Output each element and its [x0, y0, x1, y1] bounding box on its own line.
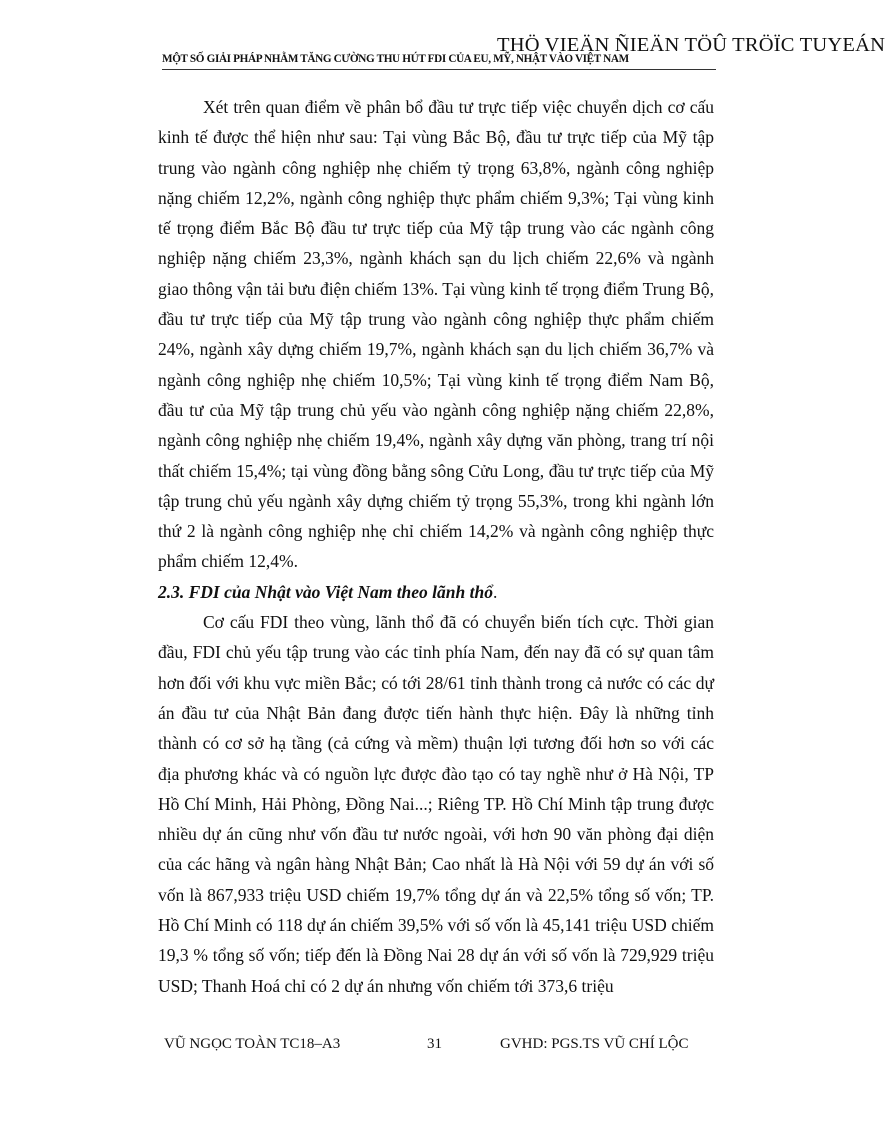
header-divider — [162, 69, 716, 70]
library-watermark: THÖ VIEÄN ÑIEÄN TÖÛ TRÖÏC TUYEÁN — [497, 34, 885, 56]
running-header-title: MỘT SỐ GIẢI PHÁP NHẰM TĂNG CƯỜNG THU HÚT FDI CỦA EU, MỸ, NHẬT VÀO VIỆT NAM — [162, 53, 629, 65]
section-heading-period: . — [492, 581, 498, 602]
paragraph-us-fdi-regions: Xét trên quan điểm về phân bổ đầu tư trực tiếp việc chuyển dịch cơ cấu kinh tế được thể hiện như sau: Tại vùng Bắc Bộ, đầu tư trực tiếp của Mỹ tập trung vào ngành công nghiệp nhẹ chiếm tỷ trọng 63,8%, ngành công nghiệp nặng chiếm 12,2%, ngành công nghiệp thực phẩm chiếm 9,3%; Tại vùng kinh tế trọng điểm Bắc Bộ đầu tư trực tiếp của Mỹ tập trung vào các ngành công nghiệp nặng chiếm 23,3%, ngành khách sạn du lịch chiếm 22,6% và ngành giao thông vận tải bưu điện chiếm 13%. Tại vùng kinh tế trọng điểm Trung Bộ, đầu tư trực tiếp của Mỹ tập trung vào ngành công nghiệp thực phẩm chiếm 24%, ngành xây dựng chiếm 19,7%, ngành khách sạn du lịch chiếm 36,7% và ngành công nghiệp nhẹ chiếm 10,5%; Tại vùng kinh tế trọng điểm Nam Bộ, đầu tư của Mỹ tập trung chủ yếu vào ngành công nghiệp nặng chiếm 22,8%, ngành công nghiệp nhẹ chiếm 19,4%, ngành xây dựng văn phòng, trang trí nội thất chiếm 15,4%; tại vùng đồng bằng sông Cửu Long, đầu tư trực tiếp của Mỹ tập trung chủ yếu ngành xây dựng chiếm tỷ trọng 55,3%, trong khi ngành lớn thứ 2 là ngành công nghiệp nhẹ chỉ chiếm 14,2% và ngành công nghiệp thực phẩm chiếm 12,4%. — [158, 97, 714, 572]
section-heading-japan-fdi — [158, 577, 714, 607]
paragraph-japan-fdi-territory: Cơ cấu FDI theo vùng, lãnh thổ đã có chuyển biến tích cực. Thời gian đầu, FDI chủ yếu tập trung vào các tỉnh phía Nam, đến nay đã có sự quan tâm hơn đối với khu vực miền Bắc; có tới 28/61 tỉnh thành trong cả nước có các dự án đầu tư của Nhật Bản đang được tiến hành thực hiện. Đây là những tỉnh thành có cơ sở hạ tầng (cả cứng và mềm) thuận lợi tương đối hơn so với các địa phương khác và có nguồn lực được đào tạo có tay nghề như ở Hà Nội, TP Hồ Chí Minh, Hải Phòng, Đồng Nai...; Riêng TP. Hồ Chí Minh tập trung được nhiều dự án cũng như vốn đầu tư nước ngoài, với hơn 90 văn phòng đại diện của các hãng và ngân hàng Nhật Bản; Cao nhất là Hà Nội với 59 dự án với số vốn là 867,933 triệu USD chiếm 19,7% tổng dự án và 22,5% tổng số vốn; TP. Hồ Chí Minh có 118 dự án chiếm 39,5% với số vốn là 45,141 triệu USD chiếm 19,3 % tổng số vốn; tiếp đến là Đồng Nai 28 dự án với số vốn là 729,929 triệu USD; Thanh Hoá chỉ có 2 dự án nhưng vốn chiếm tới 373,6 triệu — [158, 612, 714, 996]
page-footer — [164, 1034, 720, 1054]
document-body — [158, 92, 714, 1001]
section-heading-text: 2.3. FDI của Nhật vào Việt Nam theo lãnh thổ — [158, 581, 493, 602]
footer-author: VŨ NGỌC TOÀN TC18–A3 — [164, 1036, 341, 1052]
footer-advisor: GVHD: PGS.TS VŨ CHÍ LỘC — [500, 1036, 689, 1052]
page-number: 31 — [427, 1036, 442, 1052]
